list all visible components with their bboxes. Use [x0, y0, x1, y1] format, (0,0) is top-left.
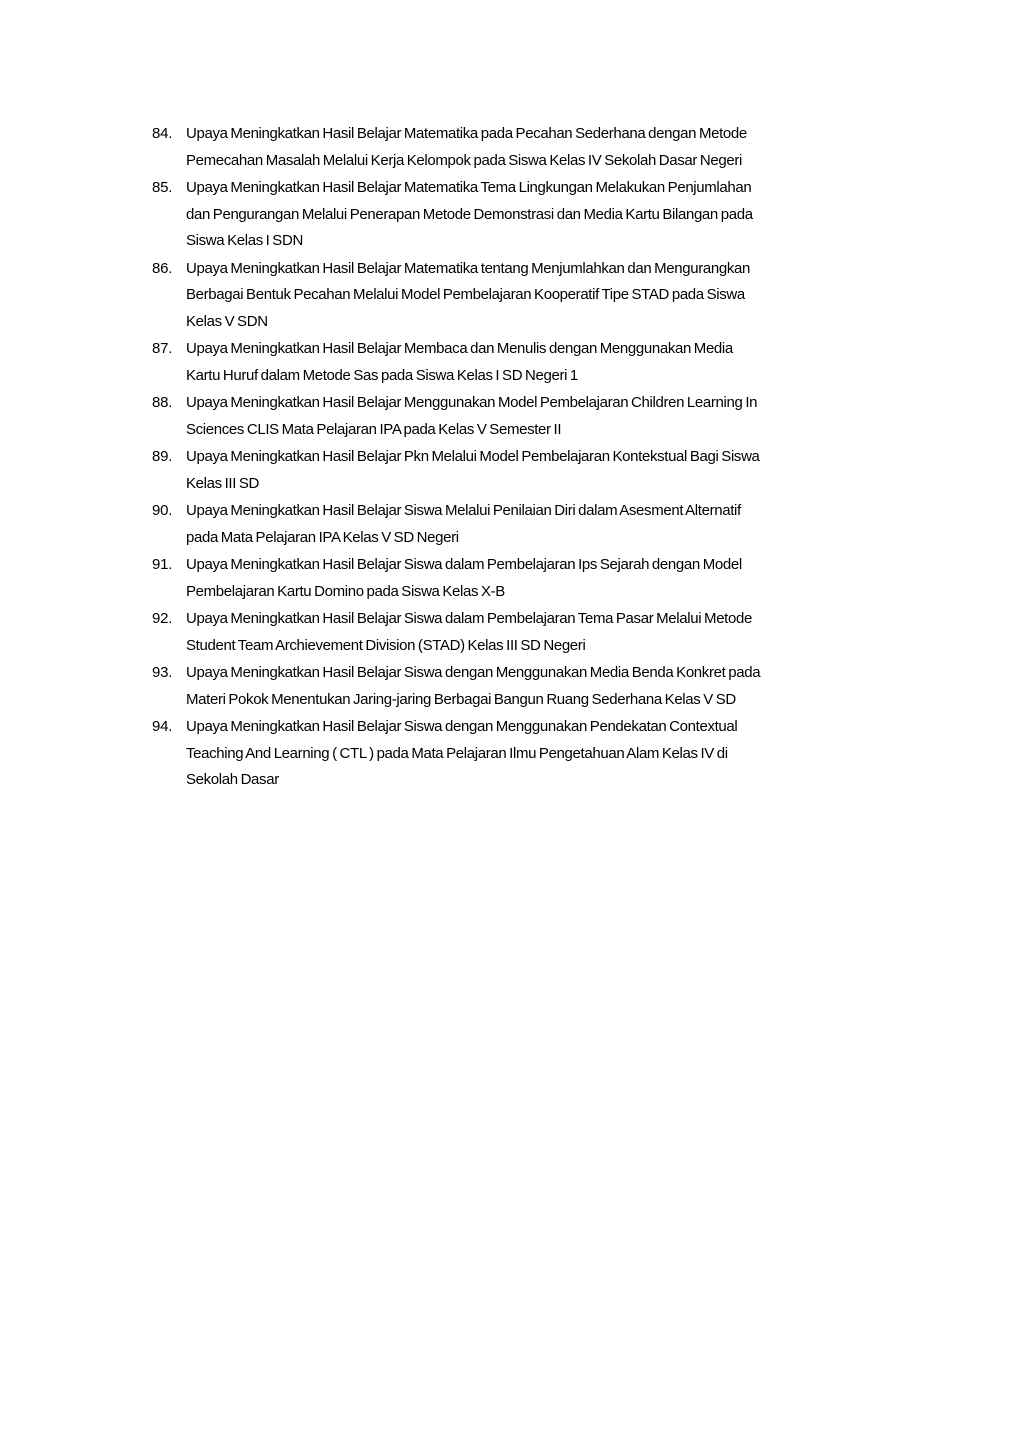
list-item	[152, 175, 912, 255]
title-line: pada Mata Pelajaran IPA Kelas V SD Negeri	[186, 528, 459, 546]
list-item-number: 92.	[152, 610, 173, 627]
list-item-title	[186, 660, 912, 713]
list-item-number: 88.	[152, 394, 173, 411]
title-line: Upaya Meningkatkan Hasil Belajar Matematika Tema Lingkungan Melakukan Penjumlahan	[186, 179, 752, 196]
title-line: Upaya Meningkatkan Hasil Belajar Siswa dalam Pembelajaran Tema Pasar Melalui Metode	[186, 610, 752, 627]
title-line: Pembelajaran Kartu Domino pada Siswa Kelas X-B	[186, 582, 505, 600]
title-line: Kelas III SD	[186, 474, 259, 492]
list-item-title	[186, 552, 912, 605]
title-line: Upaya Meningkatkan Hasil Belajar Siswa dengan Menggunakan Pendekatan Contextual	[186, 718, 738, 735]
title-line: Upaya Meningkatkan Hasil Belajar Menggunakan Model Pembelajaran Children Learning In	[186, 394, 758, 411]
title-line: Upaya Meningkatkan Hasil Belajar Matematika pada Pecahan Sederhana dengan Metode	[186, 125, 747, 142]
list-item	[152, 498, 912, 551]
list-item-number: 94.	[152, 718, 173, 735]
title-line: Upaya Meningkatkan Hasil Belajar Siswa Melalui Penilaian Diri dalam Asesment Alternatif	[186, 502, 741, 519]
title-line: Kartu Huruf dalam Metode Sas pada Siswa Kelas I SD Negeri 1	[186, 366, 578, 384]
title-line: Materi Pokok Menentukan Jaring-jaring Berbagai Bangun Ruang Sederhana Kelas V SD	[186, 690, 736, 708]
list-item-number: 90.	[152, 502, 173, 519]
list-item-title	[186, 714, 912, 794]
title-line: Upaya Meningkatkan Hasil Belajar Matematika tentang Menjumlahkan dan Mengurangkan	[186, 259, 750, 277]
list-item	[152, 336, 912, 389]
list-item	[152, 552, 912, 605]
title-line: Pemecahan Masalah Melalui Kerja Kelompok pada Siswa Kelas IV Sekolah Dasar Negeri	[186, 151, 742, 169]
list-item-number: 87.	[152, 340, 173, 357]
title-line: Student Team Archievement Division (STAD) Kelas III SD Negeri	[186, 636, 586, 654]
list-item	[152, 714, 912, 794]
title-line: Kelas V SDN	[186, 312, 268, 330]
title-line: dan Pengurangan Melalui Penerapan Metode Demonstrasi dan Media Kartu Bilangan pada	[186, 205, 753, 223]
title-line: Upaya Meningkatkan Hasil Belajar Membaca dan Menulis dengan Menggunakan Media	[186, 340, 733, 357]
reference-list	[152, 121, 912, 795]
title-line: Sciences CLIS Mata Pelajaran IPA pada Kelas V Semester II	[186, 420, 562, 438]
list-item	[152, 444, 912, 497]
list-item	[152, 256, 912, 336]
title-line: Siswa Kelas I SDN	[186, 232, 303, 249]
title-line: Upaya Meningkatkan Hasil Belajar Pkn Melalui Model Pembelajaran Kontekstual Bagi Siswa	[186, 448, 760, 465]
list-item	[152, 390, 912, 443]
list-item	[152, 121, 912, 174]
list-item-number: 85.	[152, 179, 173, 196]
title-line: Sekolah Dasar	[186, 771, 279, 788]
list-item-number: 84.	[152, 125, 173, 142]
list-item	[152, 606, 912, 659]
list-item-title	[186, 498, 912, 551]
list-item-title	[186, 606, 912, 659]
list-item-title	[186, 121, 912, 174]
list-item-number: 91.	[152, 556, 173, 573]
list-item-number: 93.	[152, 664, 173, 681]
title-line: Teaching And Learning ( CTL ) pada Mata Pelajaran Ilmu Pengetahuan Alam Kelas IV di	[186, 744, 728, 762]
list-item-title	[186, 390, 912, 443]
list-item-title	[186, 336, 912, 389]
list-item-number: 86.	[152, 259, 173, 277]
title-line: Upaya Meningkatkan Hasil Belajar Siswa dalam Pembelajaran Ips Sejarah dengan Model	[186, 556, 742, 573]
list-item-title	[186, 444, 912, 497]
list-item	[152, 660, 912, 713]
list-item-title	[186, 256, 912, 336]
title-line: Berbagai Bentuk Pecahan Melalui Model Pembelajaran Kooperatif Tipe STAD pada Siswa	[186, 286, 745, 303]
list-item-title	[186, 175, 912, 255]
list-item-number: 89.	[152, 448, 173, 465]
title-line: Upaya Meningkatkan Hasil Belajar Siswa dengan Menggunakan Media Benda Konkret pada	[186, 664, 761, 681]
